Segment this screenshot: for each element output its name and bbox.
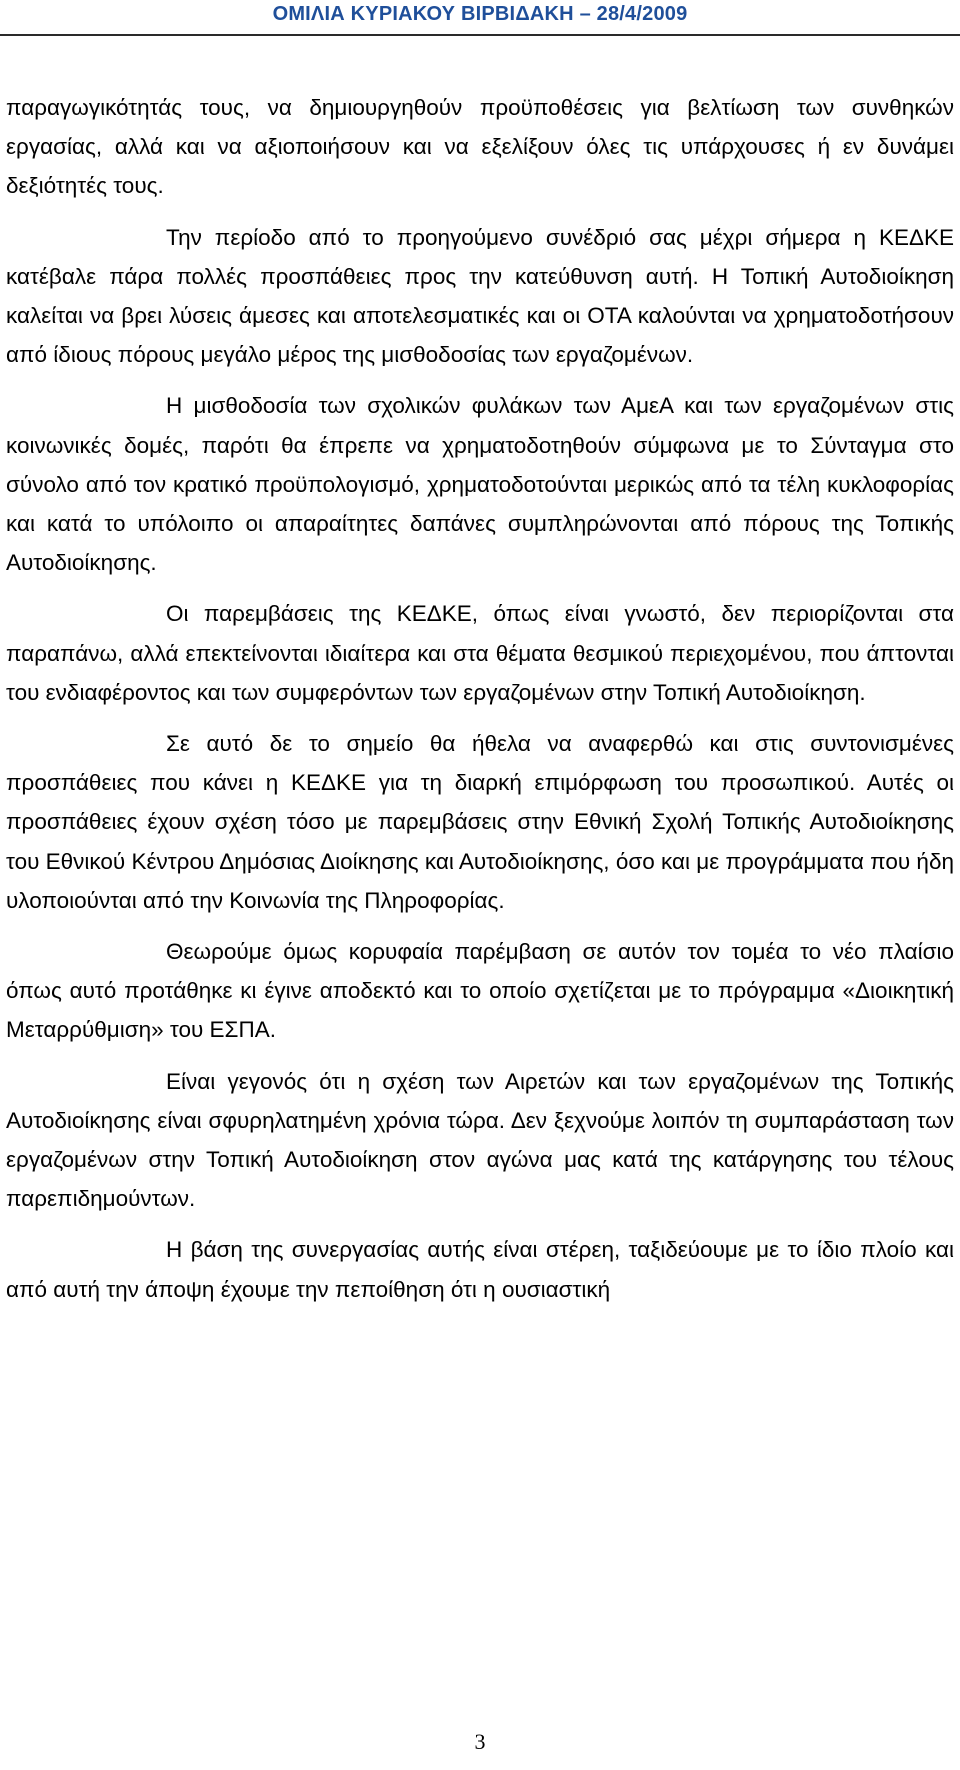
paragraph-5: Σε αυτό δε το σημείο θα ήθελα να αναφερθώ και στις συντονισμένες προσπάθειες που κάνει η ΚΕΔΚΕ για τη διαρκή επιμόρφωση του προσωπικού. Αυτές οι προσπάθειες έχουν σχέση τόσο με παρεμβάσεις στην Εθνική Σχολή Τοπικής Αυτοδιοίκησης του Εθνικού Κέντρου Δημόσιας Διοίκησης και Αυτοδιοίκησης, όσο και με προγράμματα που ήδη υλοποιούνται από την Κοινωνία της Πληροφορίας.	[6, 731, 954, 913]
paragraph-4: Οι παρεμβάσεις της ΚΕΔΚΕ, όπως είναι γνωστό, δεν περιορίζονται στα παραπάνω, αλλά επεκτείνονται ιδιαίτερα και στα θέματα θεσμικού περιεχομένου, που άπτονται του ενδιαφέροντος και των συμφερόντων των εργαζομένων στην Τοπική Αυτοδιοίκηση.	[6, 601, 954, 705]
paragraph-8: Η βάση της συνεργασίας αυτής είναι στέρεη, ταξιδεύουμε με το ίδιο πλοίο και από αυτή την άποψη έχουμε την πεποίθηση ότι η ουσιαστική	[6, 1237, 954, 1302]
header-divider	[0, 34, 960, 36]
paragraph-6: Θεωρούμε όμως κορυφαία παρέμβαση σε αυτόν τον τομέα το νέο πλαίσιο όπως αυτό προτάθηκε κι έγινε αποδεκτό και το οποίο σχετίζεται με το πρόγραμμα «Διοικητική Μεταρρύθμιση» του ΕΣΠΑ.	[6, 939, 954, 1043]
paragraph-1: παραγωγικότητάς τους, να δημιουργηθούν προϋποθέσεις για βελτίωση των συνθηκών εργασίας, αλλά και να αξιοποιήσουν και να εξελίξουν όλες τις υπάρχουσες ή εν δυνάμει δεξιότητές τους.	[6, 95, 954, 199]
paragraph-7: Είναι γεγονός ότι η σχέση των Αιρετών και των εργαζομένων της Τοπικής Αυτοδιοίκησης είναι σφυρηλατημένη χρόνια τώρα. Δεν ξεχνούμε λοιπόν τη συμπαράσταση των εργαζομένων στην Τοπική Αυτοδιοίκηση στον αγώνα μας κατά της κατάργησης του τέλους παρεπιδημούντων.	[6, 1068, 954, 1212]
document-body	[6, 88, 954, 1309]
paragraph-3: Η μισθοδοσία των σχολικών φυλάκων των ΑμεΑ και των εργαζομένων στις κοινωνικές δομές, παρότι θα έπρεπε να χρηματοδοτηθούν σύμφωνα με το Σύνταγμα στο σύνολο από τον κρατικό προϋπολογισμό, χρηματοδοτούνται μερικώς από τα τέλη κυκλοφορίας και κατά το υπόλοιπο οι απαραίτητες δαπάνες συμπληρώνονται από πόρους της Τοπικής Αυτοδιοίκησης.	[6, 393, 954, 576]
page-number: 3	[474, 1729, 486, 1754]
paragraph-2: Την περίοδο από το προηγούμενο συνέδριό σας μέχρι σήμερα η ΚΕΔΚΕ κατέβαλε πάρα πολλές προσπάθειες προς την κατεύθυνση αυτή. Η Τοπική Αυτοδιοίκηση καλείται να βρει λύσεις άμεσες και αποτελεσματικές και οι ΟΤΑ καλούνται να χρηματοδοτήσουν από ίδιους πόρους μεγάλο μέρος της μισθοδοσίας των εργαζομένων.	[6, 224, 954, 368]
page-header-title: ΟΜΙΛΙΑ ΚΥΡΙΑΚΟΥ ΒΙΡΒΙΔΑΚΗ – 28/4/2009	[272, 3, 688, 25]
